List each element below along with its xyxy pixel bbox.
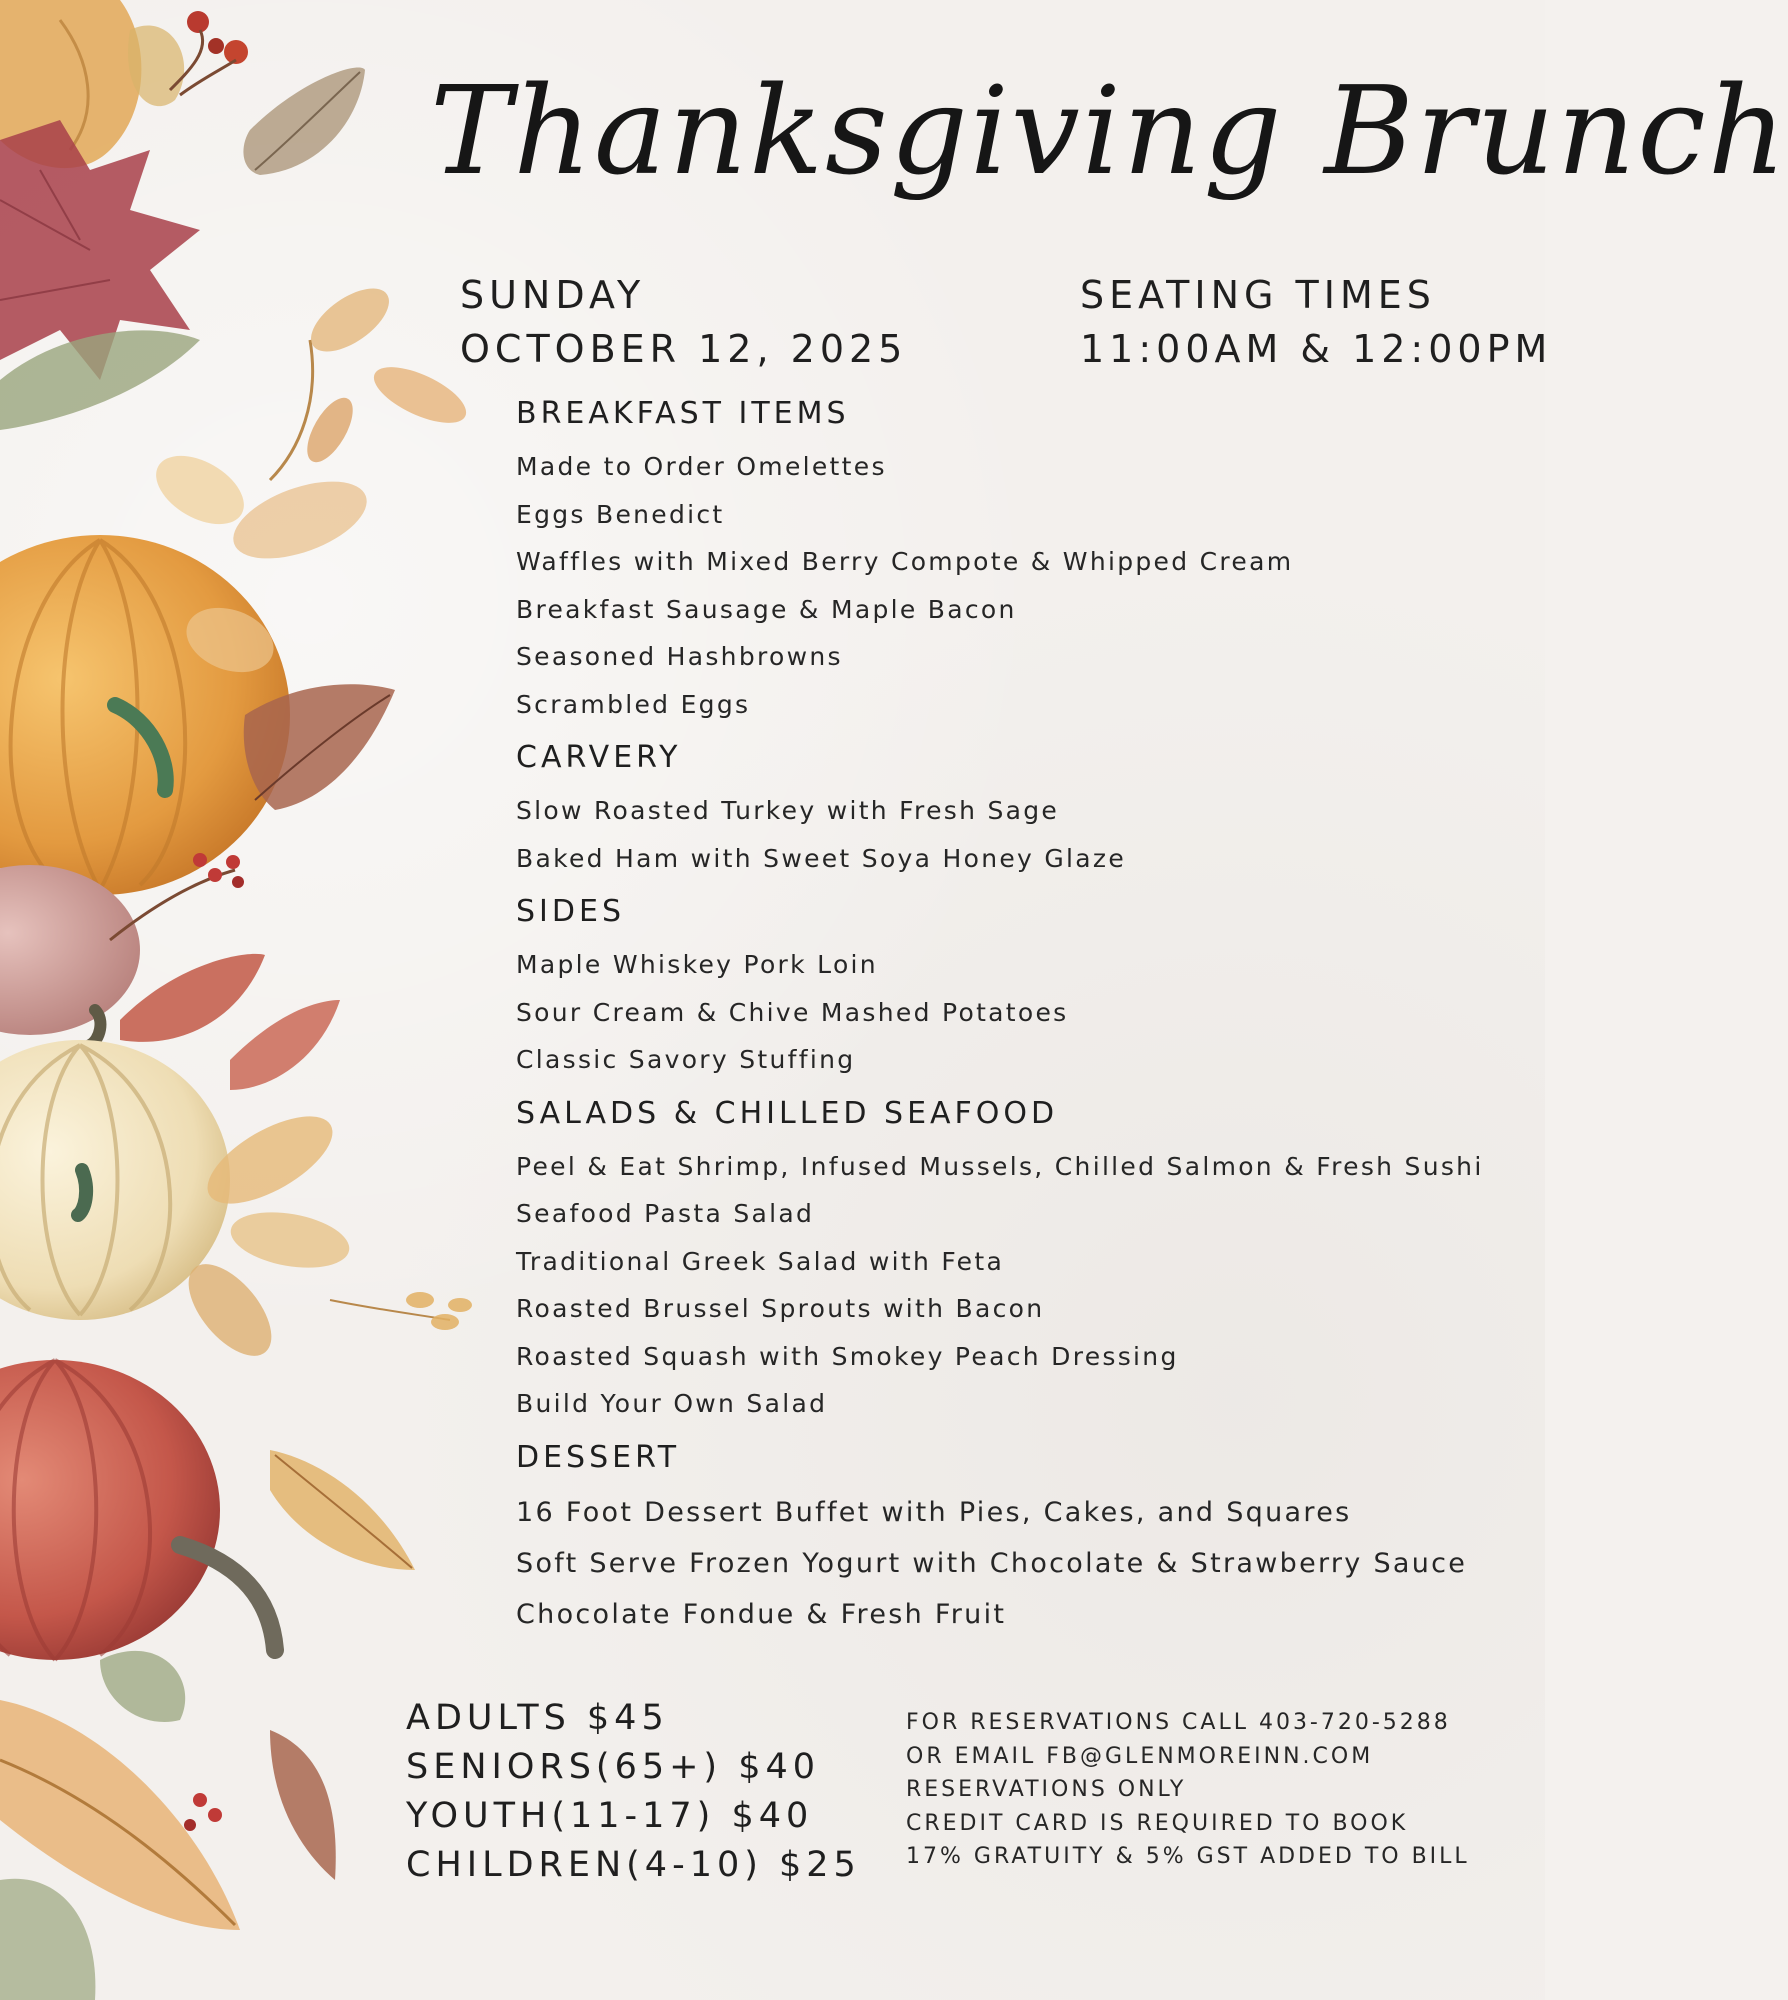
section-title: BREAKFAST ITEMS: [516, 396, 850, 431]
menu-item: Eggs Benedict: [516, 499, 725, 529]
red-pumpkin: [0, 1360, 275, 1660]
berry: [208, 868, 222, 882]
berry: [208, 38, 224, 54]
menu-section-breakfast: [516, 396, 1526, 728]
reservation-phone: FOR RESERVATIONS CALL 403-720-5288: [906, 1710, 1451, 1735]
price-seniors: SENIORS(65+) $40: [406, 1747, 821, 1787]
berry: [193, 853, 207, 867]
sage-leaf: [0, 1879, 95, 2000]
section-title: SALADS & CHILLED SEAFOOD: [516, 1095, 1059, 1131]
price-adults: ADULTS $45: [406, 1698, 669, 1738]
gold-leaf: [298, 391, 362, 469]
menu-item: 16 Foot Dessert Buffet with Pies, Cakes, and Squares: [516, 1496, 1352, 1528]
event-date: OCTOBER 12, 2025: [460, 327, 908, 371]
credit-card-note: CREDIT CARD IS REQUIRED TO BOOK: [906, 1810, 1409, 1836]
menu-item: Baked Ham with Sweet Soya Honey Glaze: [516, 843, 1127, 873]
berry: [193, 1793, 207, 1807]
menu-item: Roasted Squash with Smokey Peach Dressing: [516, 1341, 1179, 1371]
sage-leaf: [0, 330, 200, 430]
gold-leaf: [223, 466, 376, 574]
seating-times: 11:00AM & 12:00PM: [1080, 327, 1553, 371]
page-title: Thanksgiving Brunch: [430, 60, 1788, 202]
menu-item: Roasted Brussel Sprouts with Bacon: [516, 1294, 1045, 1323]
red-leaf: [230, 1000, 340, 1090]
berry: [208, 1808, 222, 1822]
price-youth: YOUTH(11-17) $40: [406, 1796, 814, 1836]
brown-leaf: [270, 1730, 336, 1880]
section-title: SIDES: [516, 894, 625, 929]
gratuity-note: 17% GRATUITY & 5% GST ADDED TO BILL: [906, 1844, 1470, 1869]
menu-section-dessert: [516, 1440, 1526, 1640]
menu-item: Seasoned Hashbrowns: [516, 642, 843, 671]
menu-item: Classic Savory Stuffing: [516, 1045, 856, 1074]
reservation-email: OR EMAIL FB@GLENMOREINN.COM: [906, 1743, 1374, 1769]
menu-item: Scrambled Eggs: [516, 689, 751, 719]
event-day: SUNDAY: [460, 273, 646, 317]
gold-leaf: [366, 356, 474, 435]
menu: [516, 396, 1526, 1640]
menu-item: Maple Whiskey Pork Loin: [516, 950, 878, 979]
menu-item: Chocolate Fondue & Fresh Fruit: [516, 1598, 1007, 1630]
menu-item: Waffles with Mixed Berry Compote & Whipped Cream: [516, 547, 1294, 576]
reservation-info: [906, 1706, 1470, 1874]
price-children: CHILDREN(4-10) $25: [406, 1845, 861, 1885]
berry: [232, 876, 244, 888]
event-date-block: [460, 268, 907, 376]
menu-item: Traditional Greek Salad with Feta: [516, 1246, 1005, 1276]
berry: [184, 1819, 196, 1831]
menu-item: Made to Order Omelettes: [516, 452, 887, 481]
seating-block: [1080, 268, 1552, 376]
menu-item: Slow Roasted Turkey with Fresh Sage: [516, 796, 1060, 825]
gold-leaf: [226, 1204, 353, 1276]
berry: [226, 855, 240, 869]
berry: [187, 11, 209, 33]
menu-item: Build Your Own Salad: [516, 1389, 828, 1418]
red-leaf: [120, 954, 265, 1042]
menu-item: Sour Cream & Chive Mashed Potatoes: [516, 997, 1069, 1027]
menu-item: Breakfast Sausage & Maple Bacon: [516, 594, 1017, 624]
gold-leaf: [301, 276, 400, 364]
menu-section-sides: [516, 894, 1526, 1084]
menu-item: Soft Serve Frozen Yogurt with Chocolate & Strawberry Sauce: [516, 1547, 1468, 1579]
menu-item: Seafood Pasta Salad: [516, 1199, 815, 1228]
seating-label: SEATING TIMES: [1080, 273, 1436, 317]
price-list: [406, 1694, 861, 1890]
menu-section-salads: [516, 1096, 1526, 1428]
section-title: CARVERY: [516, 740, 682, 775]
reservation-note: RESERVATIONS ONLY: [906, 1777, 1187, 1802]
sage-leaf: [100, 1651, 185, 1722]
menu-section-carvery: [516, 740, 1526, 882]
menu-item: Peel & Eat Shrimp, Infused Mussels, Chilled Salmon & Fresh Sushi: [516, 1151, 1484, 1181]
section-title: DESSERT: [516, 1439, 681, 1475]
